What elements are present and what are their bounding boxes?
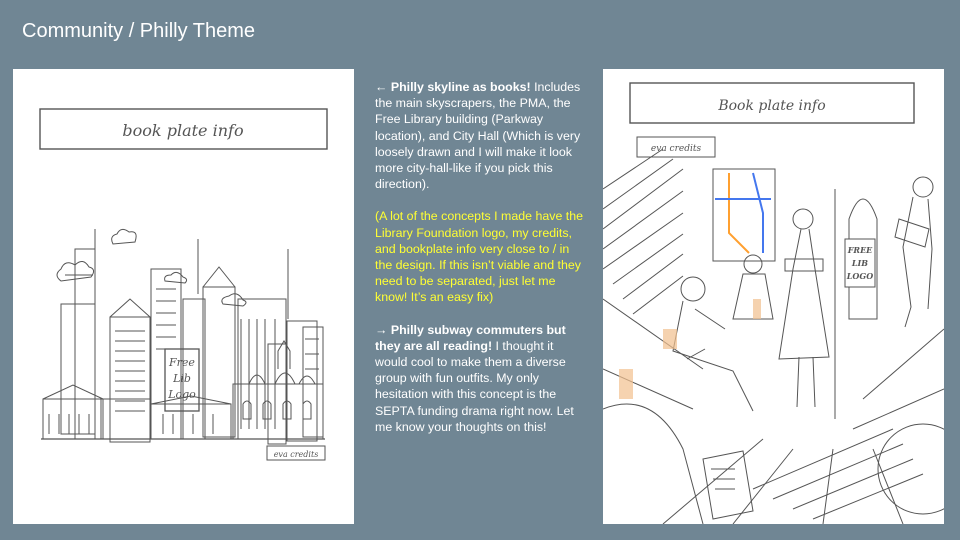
left-credits-text: eva credits — [273, 450, 319, 459]
note-skyline-heading: Philly skyline as books! — [390, 80, 531, 94]
right-arrow-icon: → — [375, 322, 388, 337]
slide-title: Community / Philly Theme — [22, 20, 256, 42]
right-logo-line-1: FREE — [847, 245, 873, 255]
note-subway-heading: Philly subway commuters but they are all reading! — [375, 322, 566, 353]
note-skyline — [375, 79, 585, 192]
left-banner-text: book plate info — [122, 121, 244, 140]
left-logo-line-3: Logo — [168, 388, 196, 401]
skyline-sketch-drawing — [13, 69, 354, 524]
right-banner-text: Book plate info — [718, 98, 826, 114]
subway-sketch-image — [603, 69, 944, 524]
note-subway-body: I thought it would cool to make them a diverse group with fun outfits. My only hesitation with this concept is the SEPTA funding drama right now. Let me know your thoughts on this! — [375, 338, 574, 434]
skyline-sketch-image — [13, 69, 354, 524]
note-logo-placement-body: (A lot of the concepts I made have the Library Foundation logo, my credits, and bookplate info very close to / in the design. If this isn’t viable and they need to be separated, just let me know! It’s an easy fix) — [375, 209, 584, 305]
notes-column — [375, 79, 585, 451]
left-logo-line-2: Lib — [173, 372, 191, 385]
note-logo-placement — [375, 208, 585, 305]
right-credits-text: eva credits — [650, 144, 702, 154]
left-logo-line-1: Free — [169, 356, 195, 369]
note-subway — [375, 322, 585, 435]
note-skyline-body: Includes the main skyscrapers, the PMA, the Free Library building (Parkway location), and City Hall (Which is very loosely drawn and I will make it look more city-hall-like if you pick this direction). — [375, 80, 581, 192]
subway-sketch-drawing — [603, 69, 944, 524]
left-arrow-icon: ← — [375, 80, 388, 94]
right-logo-line-2: LIB — [851, 258, 869, 268]
right-logo-line-3: LOGO — [846, 271, 874, 281]
